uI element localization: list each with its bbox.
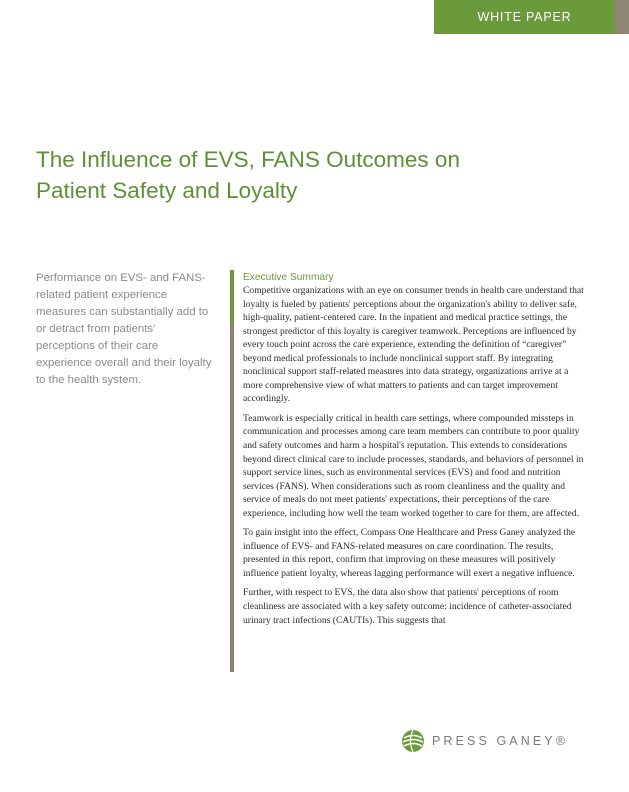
column-divider-accent bbox=[230, 270, 234, 324]
section-heading: Executive Summary bbox=[243, 272, 334, 283]
press-ganey-logo bbox=[401, 728, 568, 754]
body-paragraph: Further, with respect to EVS, the data also show that patients' perceptions of room cleanliness are associated with a key safety outcome: incidence of catheter-associated urinary tract infections (CAUTIs). This suggests that bbox=[243, 587, 572, 626]
press-ganey-globe-icon bbox=[401, 729, 425, 753]
main-column bbox=[243, 271, 588, 633]
tag-accent-block bbox=[615, 0, 629, 34]
logo-wordmark: PRESS GANEY® bbox=[432, 734, 569, 748]
document-type-label: WHITE PAPER bbox=[477, 10, 572, 24]
column-divider bbox=[230, 270, 234, 672]
body-paragraph: To gain insight into the effect, Compass One Healthcare and Press Ganey analyzed the influence of EVS- and FANS-related measures on care coordination. The results, presented in this report, confirm that improving on these measures will positively influence patient loyalty, whereas lagging performance will exert a negative influence. bbox=[243, 527, 576, 579]
body-paragraph: Teamwork is especially critical in health care settings, where compounded missteps in communication and processes among care team members can contribute to poor quality and safety outcomes and harm a hospital's reputation. This extends to considerations beyond direct clinical care to include processes, standards, and behaviors of personnel in support service lines, such as environmental services (EVS) and food and nutrition services (FANS). When considerations such as room cleanliness and the quality and service of meals do not meet patients' expectations, their perceptions of the care experience, including how well the team worked together to care for them, are affected. bbox=[243, 412, 584, 519]
page-title: The Influence of EVS, FANS Outcomes on Patient Safety and Loyalty bbox=[36, 147, 460, 203]
sidebar-pull-quote: Performance on EVS- and FANS-related patient experience measures can substantially add to or detract from patients' perceptions of their care experience overall and their loyalty to the health system. bbox=[36, 272, 212, 386]
body-paragraph: Competitive organizations with an eye on consumer trends in health care understand that loyalty is fueled by patients' perceptions about the organization's ability to deliver safe, high-quality, patient-centered care. In the inpatient and medical practice settings, the strongest predictor of this loyalty is caregiver teamwork. Perceptions are influenced by every touch point across the care experience, extending the definition of “caregiver” beyond medical professionals to include nonclinical support staff. By integrating nonclinical support staff-related measures into data strategy, organizations arrive at a more comprehensive view of what matters to patients and can target improvement accordingly. bbox=[243, 285, 584, 405]
